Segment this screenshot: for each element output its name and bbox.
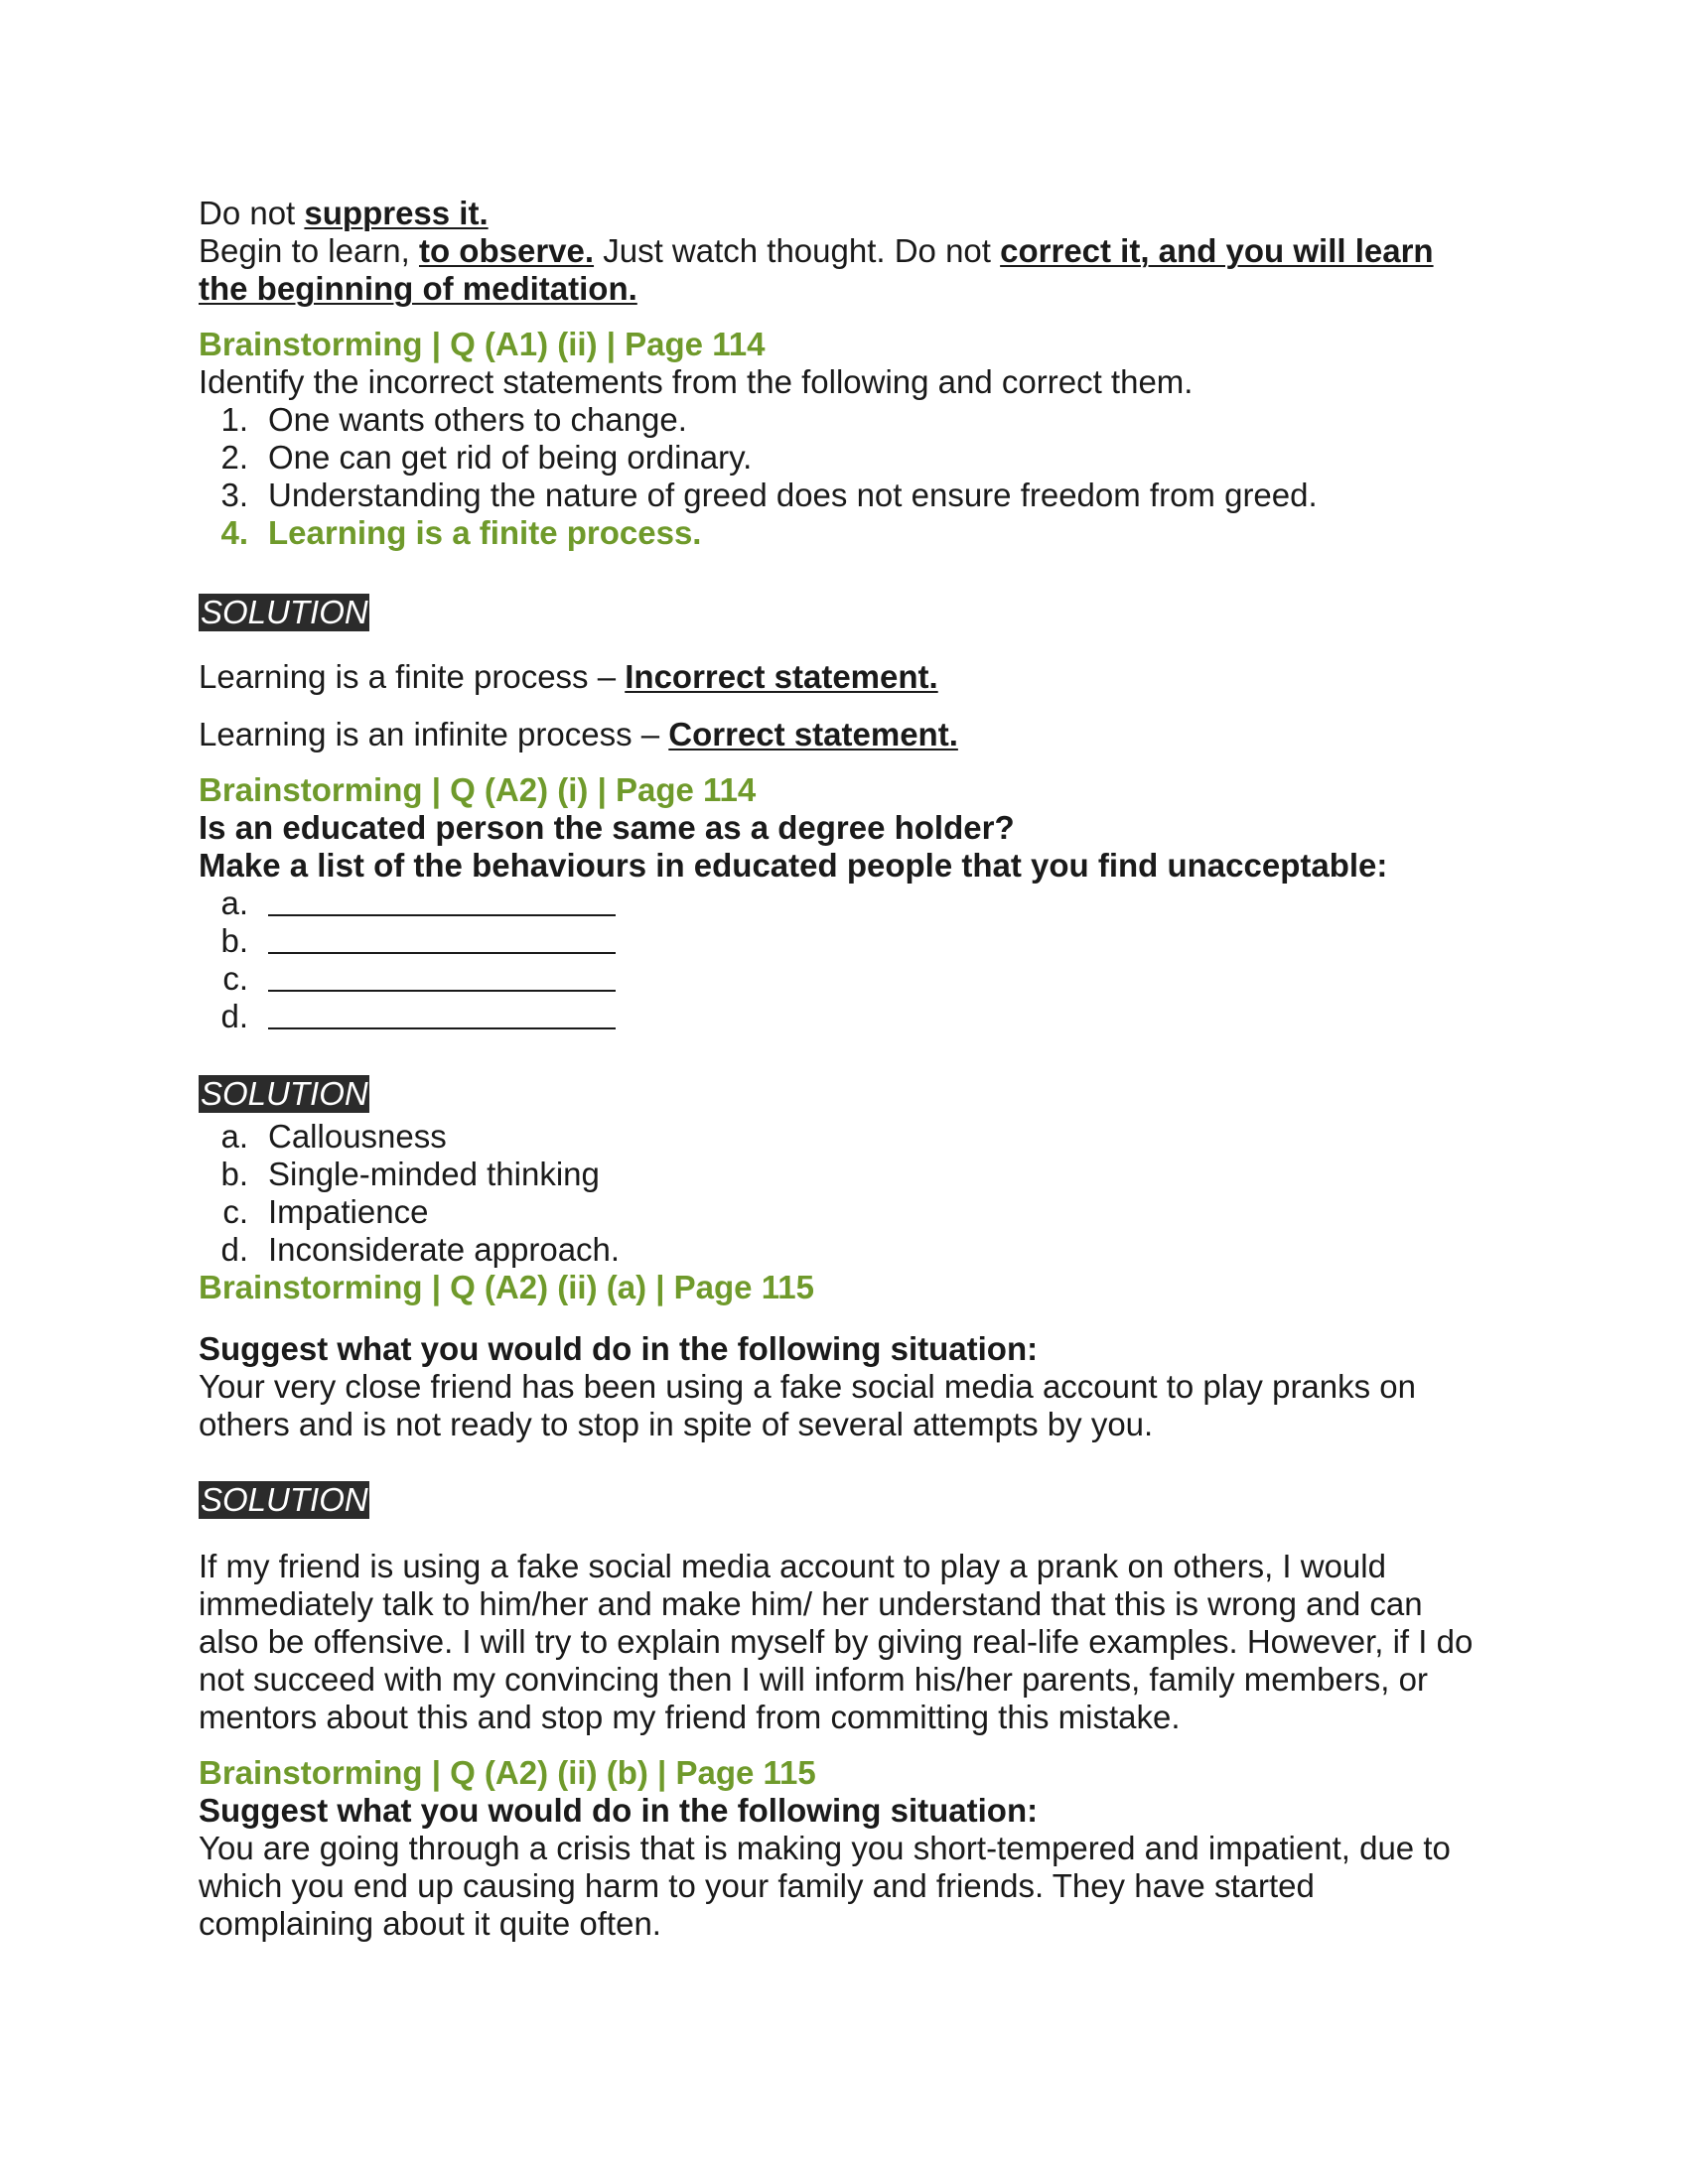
list-item bbox=[199, 439, 1509, 477]
list-marker: 2. bbox=[220, 439, 248, 476]
solution-label: SOLUTION bbox=[201, 1075, 368, 1112]
q1-heading: Brainstorming | Q (A1) (ii) | Page 114 bbox=[199, 326, 766, 362]
list-item bbox=[199, 1193, 1509, 1231]
q4-situation-line: complaining about it quite often. bbox=[199, 1905, 661, 1942]
list-text: One wants others to change. bbox=[268, 401, 687, 438]
blank-item bbox=[199, 998, 1509, 1035]
text-span: Begin to learn, bbox=[199, 232, 419, 269]
list-text: One can get rid of being ordinary. bbox=[268, 439, 753, 476]
q2-heading: Brainstorming | Q (A2) (i) | Page 114 bbox=[199, 771, 757, 808]
list-marker: a. bbox=[220, 885, 248, 921]
answer-blank-line[interactable] bbox=[268, 998, 616, 1029]
q1-statement-list bbox=[199, 401, 1509, 552]
solution-label: SOLUTION bbox=[201, 594, 368, 630]
q1-solution-line-1 bbox=[199, 658, 1509, 696]
solution-label: SOLUTION bbox=[201, 1481, 368, 1518]
page-content bbox=[199, 195, 1509, 1943]
answer-blank-line[interactable] bbox=[268, 885, 616, 916]
underlined-phrase: correct it, and you will learn bbox=[1000, 232, 1434, 269]
q1-solution-line-2 bbox=[199, 716, 1509, 753]
text-span: Just watch thought. Do not bbox=[594, 232, 1001, 269]
q4-heading: Brainstorming | Q (A2) (ii) (b) | Page 115 bbox=[199, 1754, 816, 1791]
q3-answer-line: mentors about this and stop my friend from committing this mistake. bbox=[199, 1699, 1181, 1735]
list-marker: b. bbox=[220, 1156, 248, 1192]
list-text: Learning is a finite process. bbox=[268, 514, 702, 551]
list-marker: b. bbox=[220, 922, 248, 959]
q2-prompt-2: Make a list of the behaviours in educated people that you find unacceptable: bbox=[199, 847, 1388, 884]
list-item bbox=[199, 401, 1509, 439]
list-item bbox=[199, 1231, 1509, 1269]
q3-answer-line: If my friend is using a fake social media account to play a prank on others, I would bbox=[199, 1548, 1386, 1584]
blank-item bbox=[199, 922, 1509, 960]
q4-situation-line: You are going through a crisis that is making you short-tempered and impatient, due to bbox=[199, 1830, 1451, 1866]
list-marker: c. bbox=[222, 1193, 248, 1230]
intro-line-1 bbox=[199, 195, 1509, 232]
answer-blank-line[interactable] bbox=[268, 960, 616, 992]
list-item-highlighted bbox=[199, 514, 1509, 552]
q3-answer-line: also be offensive. I will try to explain myself by giving real-life examples. However, if I do bbox=[199, 1623, 1474, 1660]
q3-heading: Brainstorming | Q (A2) (ii) (a) | Page 115 bbox=[199, 1269, 814, 1305]
underlined-phrase: suppress it. bbox=[304, 195, 489, 231]
list-item bbox=[199, 1118, 1509, 1156]
list-marker: d. bbox=[220, 998, 248, 1034]
text-span: Do not bbox=[199, 195, 305, 231]
q4-situation-line: which you end up causing harm to your family and friends. They have started bbox=[199, 1867, 1315, 1904]
q2-blank-list bbox=[199, 885, 1509, 1035]
list-marker: d. bbox=[220, 1231, 248, 1268]
q3-situation-line: others and is not ready to stop in spite of several attempts by you. bbox=[199, 1406, 1154, 1442]
underlined-phrase: Correct statement. bbox=[668, 716, 958, 752]
q4-prompt: Suggest what you would do in the following situation: bbox=[199, 1792, 1039, 1829]
q2-prompt-1: Is an educated person the same as a degree holder? bbox=[199, 809, 1015, 846]
blank-item bbox=[199, 960, 1509, 998]
list-text: Inconsiderate approach. bbox=[268, 1231, 621, 1268]
list-item bbox=[199, 477, 1509, 514]
list-marker: c. bbox=[222, 960, 248, 997]
list-marker: 4. bbox=[220, 514, 248, 551]
q3-answer-line: not succeed with my convincing then I will inform his/her parents, family members, or bbox=[199, 1661, 1428, 1698]
q3-situation-line: Your very close friend has been using a fake social media account to play pranks on bbox=[199, 1368, 1417, 1405]
blank-item bbox=[199, 885, 1509, 922]
list-marker: 3. bbox=[220, 477, 248, 513]
list-text: Callousness bbox=[268, 1118, 447, 1155]
answer-blank-line[interactable] bbox=[268, 922, 616, 954]
list-text: Single-minded thinking bbox=[268, 1156, 600, 1192]
underlined-phrase: Incorrect statement. bbox=[625, 658, 938, 695]
q3-answer-line: immediately talk to him/her and make him/ her understand that this is wrong and can bbox=[199, 1585, 1423, 1622]
q1-prompt: Identify the incorrect statements from the following and correct them. bbox=[199, 363, 1194, 400]
intro-line-2 bbox=[199, 232, 1509, 270]
list-text: Impatience bbox=[268, 1193, 429, 1230]
list-text: Understanding the nature of greed does not ensure freedom from greed. bbox=[268, 477, 1318, 513]
text-span: Learning is a finite process – bbox=[199, 658, 626, 695]
q3-prompt: Suggest what you would do in the following situation: bbox=[199, 1330, 1039, 1367]
list-marker: 1. bbox=[220, 401, 248, 438]
intro-line-3 bbox=[199, 270, 1509, 308]
list-item bbox=[199, 1156, 1509, 1193]
text-span: Learning is an infinite process – bbox=[199, 716, 669, 752]
list-marker: a. bbox=[220, 1118, 248, 1155]
q2-answer-list bbox=[199, 1118, 1509, 1269]
underlined-phrase: the beginning of meditation. bbox=[199, 270, 637, 307]
underlined-phrase: to observe. bbox=[418, 232, 595, 269]
